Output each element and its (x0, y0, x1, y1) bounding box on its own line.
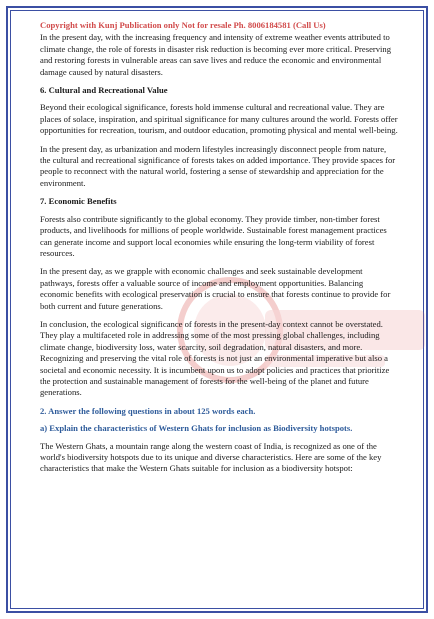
copyright-header: Copyright with Kunj Publication only Not for resale Ph. 8006184581 (Call Us) (40, 20, 326, 30)
paragraph-disaster-risk: In the present day, with the increasing frequency and intensity of extreme weather events attributed to climate change, the role of forests in disaster risk reduction is becoming ever more critical. Preserving and restoring forests in vulnerable areas can save lives and reduce the economic and environmental damage caused by natural disasters. (40, 32, 392, 77)
document-body (40, 20, 398, 482)
question-heading: 2. Answer the following questions in about 125 words each. (40, 405, 256, 416)
paragraph-economic-challenges: In the present day, as we grapple with economic challenges and seek sustainable development pathways, forests offer a valuable source of income and employment opportunities. Balancing economic benefits with ecological preservation is crucial to ensure that forests continue to provide for both current and future generations. (40, 266, 391, 311)
paragraph-western-ghats: The Western Ghats, a mountain range along the western coast of India, is recognized as one of the world's biodiversity hotspots due to its unique and diverse characteristics. Here are some of the key characteristics that make the Western Ghats suitable for inclusion as a biodiversity hotspot: (40, 440, 382, 474)
section-heading-cultural: 6. Cultural and Recreational Value (40, 85, 168, 96)
question-a: a) Explain the characteristics of Western Ghats for inclusion as Biodiversity hotspots. (40, 423, 353, 434)
paragraph-economy: Forests also contribute significantly to the global economy. They provide timber, non-timber forest products, and livelihoods for millions of people worldwide. Sustainable forest management practices can generate income and support local economies while ensuring the long-term viability of forest resources. (40, 213, 387, 258)
section-heading-economic: 7. Economic Benefits (40, 196, 117, 207)
paragraph-cultural-value: Beyond their ecological significance, forests hold immense cultural and recreational value. They are places of solace, inspiration, and spiritual significance for many cultures around the world. Forests offer opportunities for recreation, tourism, and outdoor education, promoting physical and mental well-being. (40, 102, 398, 136)
paragraph-urbanization: In the present day, as urbanization and modern lifestyles increasingly disconnect people from nature, the cultural and recreational significance of forests takes on added importance. They provide spaces for people to reconnect with the natural world, fostering a sense of stewardship and appreciation for the environment. (40, 143, 396, 188)
paragraph-conclusion: In conclusion, the ecological significance of forests in the present-day context cannot be overstated. They play a multifaceted role in addressing some of the most pressing global challenges, including climate change, biodiversity loss, water scarcity, soil degradation, natural disasters, and more. Recognizing and preserving the vital role of forests is not just an environmental imperative but also a societal and economic necessity. It is incumbent upon us to adopt policies and practices that prioritize the protection and sustainable management of forests for the well-being of the planet and future generations. (40, 318, 390, 398)
